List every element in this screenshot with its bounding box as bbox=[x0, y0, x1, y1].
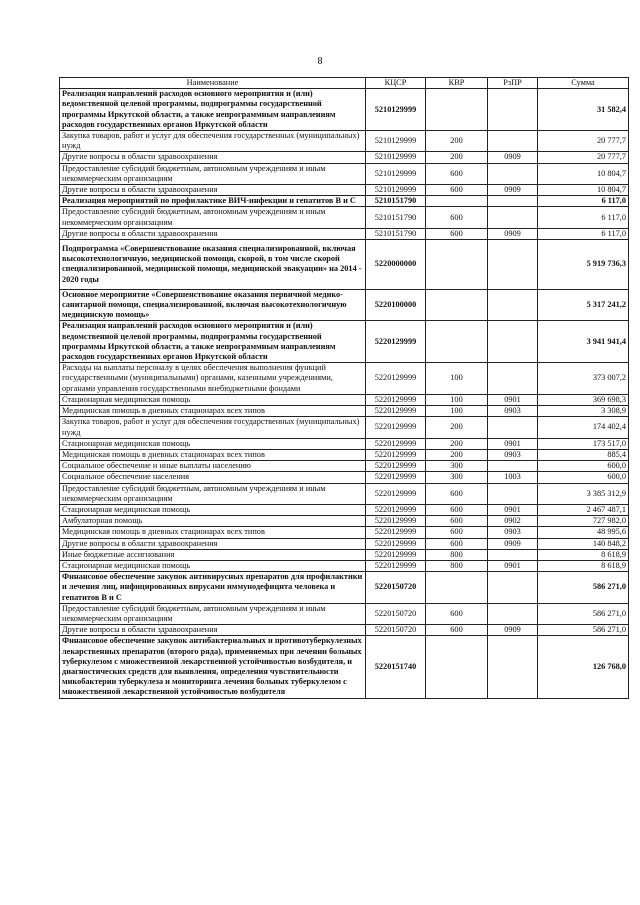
table-row bbox=[60, 185, 629, 196]
row-sum-cell: 369 698,3 bbox=[538, 394, 629, 405]
row-sum-cell: 8 618,9 bbox=[538, 560, 629, 571]
row-kvr-cell: 600 bbox=[426, 516, 488, 527]
row-code-cell: 5220129999 bbox=[366, 538, 426, 549]
table-row bbox=[60, 196, 629, 207]
row-name-cell: Предоставление субсидий бюджетным, автономным учреждениям и иным некоммерческим организациям bbox=[60, 163, 366, 184]
page-number: 8 bbox=[317, 56, 323, 67]
row-code-cell: 5220129999 bbox=[366, 483, 426, 504]
row-name-cell: Социальное обеспечение и иные выплаты населению bbox=[60, 461, 366, 472]
row-sum-cell: 3 941 941,4 bbox=[538, 321, 629, 363]
table-row bbox=[60, 321, 629, 363]
row-rzpr-cell bbox=[488, 461, 538, 472]
row-kvr-cell: 800 bbox=[426, 549, 488, 560]
row-name-cell: Амбулаторная помощь bbox=[60, 516, 366, 527]
row-name-cell: Предоставление субсидий бюджетным, автономным учреждениям и иным некоммерческим организациям bbox=[60, 483, 366, 504]
row-kvr-cell: 600 bbox=[426, 538, 488, 549]
row-sum-cell: 20 777,7 bbox=[538, 131, 629, 152]
table-row bbox=[60, 504, 629, 515]
table-row bbox=[60, 603, 629, 624]
row-sum-cell: 20 777,7 bbox=[538, 152, 629, 163]
row-rzpr-cell: 0909 bbox=[488, 185, 538, 196]
table-row bbox=[60, 89, 629, 131]
column-header-code: КЦСР bbox=[366, 78, 426, 89]
row-code-cell: 5220100000 bbox=[366, 289, 426, 321]
table-row bbox=[60, 516, 629, 527]
row-sum-cell: 3 385 312,9 bbox=[538, 483, 629, 504]
row-sum-cell: 885,4 bbox=[538, 449, 629, 460]
row-kvr-cell: 200 bbox=[426, 131, 488, 152]
row-rzpr-cell bbox=[488, 321, 538, 363]
row-code-cell: 5220151740 bbox=[366, 636, 426, 698]
row-sum-cell: 5 317 241,2 bbox=[538, 289, 629, 321]
table-row bbox=[60, 549, 629, 560]
row-sum-cell: 126 768,0 bbox=[538, 636, 629, 698]
table-row bbox=[60, 207, 629, 228]
row-sum-cell: 600,0 bbox=[538, 472, 629, 483]
row-name-cell: Социальное обеспечение населения bbox=[60, 472, 366, 483]
row-rzpr-cell: 0903 bbox=[488, 449, 538, 460]
table-row bbox=[60, 152, 629, 163]
row-name-cell: Другие вопросы в области здравоохранения bbox=[60, 185, 366, 196]
row-name-cell: Медицинская помощь в дневных стационарах всех типов bbox=[60, 449, 366, 460]
row-name-cell: Реализация направлений расходов основного мероприятия и (или) ведомственной целевой программы, подпрограммы государственной программы Иркутской области, а также непрограммным направлениям расходов государственных органов Иркутской области bbox=[60, 321, 366, 363]
row-name-cell: Другие вопросы в области здравоохранения bbox=[60, 538, 366, 549]
row-name-cell: Закупка товаров, работ и услуг для обеспечения государственных (муниципальных) нужд bbox=[60, 417, 366, 438]
row-kvr-cell: 100 bbox=[426, 406, 488, 417]
table-row bbox=[60, 406, 629, 417]
row-sum-cell: 727 982,0 bbox=[538, 516, 629, 527]
row-code-cell: 5220129999 bbox=[366, 516, 426, 527]
row-sum-cell: 174 402,4 bbox=[538, 417, 629, 438]
row-code-cell: 5220129999 bbox=[366, 394, 426, 405]
row-kvr-cell: 600 bbox=[426, 228, 488, 239]
row-code-cell: 5220129999 bbox=[366, 406, 426, 417]
row-sum-cell: 586 271,0 bbox=[538, 603, 629, 624]
row-sum-cell: 3 308,9 bbox=[538, 406, 629, 417]
row-code-cell: 5220129999 bbox=[366, 504, 426, 515]
row-rzpr-cell bbox=[488, 636, 538, 698]
row-sum-cell: 48 995,6 bbox=[538, 527, 629, 538]
row-rzpr-cell: 0902 bbox=[488, 516, 538, 527]
row-code-cell: 5210151790 bbox=[366, 207, 426, 228]
row-sum-cell: 173 517,0 bbox=[538, 438, 629, 449]
row-rzpr-cell bbox=[488, 603, 538, 624]
row-rzpr-cell bbox=[488, 549, 538, 560]
table-row bbox=[60, 363, 629, 395]
row-name-cell: Медицинская помощь в дневных стационарах всех типов bbox=[60, 527, 366, 538]
row-kvr-cell: 600 bbox=[426, 504, 488, 515]
row-kvr-cell bbox=[426, 240, 488, 290]
row-code-cell: 5220150720 bbox=[366, 603, 426, 624]
column-header-kvr: КВР bbox=[426, 78, 488, 89]
row-rzpr-cell: 0909 bbox=[488, 228, 538, 239]
row-kvr-cell bbox=[426, 196, 488, 207]
row-kvr-cell: 600 bbox=[426, 483, 488, 504]
row-rzpr-cell: 0901 bbox=[488, 394, 538, 405]
row-name-cell: Медицинская помощь в дневных стационарах всех типов bbox=[60, 406, 366, 417]
row-rzpr-cell bbox=[488, 89, 538, 131]
row-rzpr-cell: 0901 bbox=[488, 438, 538, 449]
row-sum-cell: 31 582,4 bbox=[538, 89, 629, 131]
row-sum-cell: 6 117,0 bbox=[538, 196, 629, 207]
row-code-cell: 5210151790 bbox=[366, 196, 426, 207]
row-name-cell: Основное мероприятие «Совершенствование оказания первичной медико-санитарной помощи, специализированной, включая высокотехнологичную медицинскую помощь» bbox=[60, 289, 366, 321]
table-row bbox=[60, 572, 629, 604]
row-kvr-cell: 600 bbox=[426, 163, 488, 184]
row-name-cell: Подпрограмма «Совершенствование оказания специализированной, включая высокотехнологичную, медицинской помощи, скорой, в том числе скорой специализированной, медицинской помощи, медицинской эвакуации» на 2014 - 2020 годы bbox=[60, 240, 366, 290]
row-code-cell: 5210129999 bbox=[366, 131, 426, 152]
row-sum-cell: 6 117,0 bbox=[538, 207, 629, 228]
row-name-cell: Стационарная медицинская помощь bbox=[60, 438, 366, 449]
table-row bbox=[60, 240, 629, 290]
row-rzpr-cell bbox=[488, 207, 538, 228]
table-row bbox=[60, 461, 629, 472]
row-code-cell: 5220129999 bbox=[366, 472, 426, 483]
row-kvr-cell bbox=[426, 321, 488, 363]
row-name-cell: Стационарная медицинская помощь bbox=[60, 504, 366, 515]
row-code-cell: 5220150720 bbox=[366, 572, 426, 604]
row-kvr-cell: 100 bbox=[426, 394, 488, 405]
table-header-row bbox=[60, 78, 629, 89]
row-code-cell: 5220129999 bbox=[366, 321, 426, 363]
row-rzpr-cell bbox=[488, 131, 538, 152]
row-kvr-cell bbox=[426, 572, 488, 604]
table-row bbox=[60, 636, 629, 698]
row-sum-cell: 10 804,7 bbox=[538, 185, 629, 196]
row-name-cell: Стационарная медицинская помощь bbox=[60, 560, 366, 571]
row-code-cell: 5220129999 bbox=[366, 549, 426, 560]
row-name-cell: Реализация мероприятий по профилактике ВИЧ-инфекции и гепатитов В и С bbox=[60, 196, 366, 207]
table-row bbox=[60, 417, 629, 438]
table-row bbox=[60, 131, 629, 152]
row-kvr-cell: 800 bbox=[426, 560, 488, 571]
row-code-cell: 5220000000 bbox=[366, 240, 426, 290]
row-sum-cell: 8 618,9 bbox=[538, 549, 629, 560]
row-kvr-cell: 300 bbox=[426, 472, 488, 483]
row-kvr-cell: 600 bbox=[426, 527, 488, 538]
row-kvr-cell bbox=[426, 289, 488, 321]
row-code-cell: 5220129999 bbox=[366, 560, 426, 571]
row-code-cell: 5220129999 bbox=[366, 438, 426, 449]
row-sum-cell: 600,0 bbox=[538, 461, 629, 472]
row-sum-cell: 10 804,7 bbox=[538, 163, 629, 184]
row-rzpr-cell bbox=[488, 196, 538, 207]
row-code-cell: 5220129999 bbox=[366, 417, 426, 438]
row-name-cell: Предоставление субсидий бюджетным, автономным учреждениям и иным некоммерческим организациям bbox=[60, 207, 366, 228]
row-code-cell: 5210151790 bbox=[366, 228, 426, 239]
table-row bbox=[60, 394, 629, 405]
row-kvr-cell: 600 bbox=[426, 603, 488, 624]
row-kvr-cell: 200 bbox=[426, 438, 488, 449]
row-rzpr-cell bbox=[488, 417, 538, 438]
table-row bbox=[60, 472, 629, 483]
row-rzpr-cell bbox=[488, 240, 538, 290]
row-code-cell: 5220129999 bbox=[366, 363, 426, 395]
table-row bbox=[60, 527, 629, 538]
row-code-cell: 5210129999 bbox=[366, 163, 426, 184]
row-name-cell: Расходы на выплаты персоналу в целях обеспечения выполнения функций государственными (муниципальными) органами, казенными учреждениями, органами управления государственными внебюджетными фондами bbox=[60, 363, 366, 395]
row-rzpr-cell bbox=[488, 363, 538, 395]
row-sum-cell: 373 007,2 bbox=[538, 363, 629, 395]
row-rzpr-cell: 0901 bbox=[488, 504, 538, 515]
row-code-cell: 5220129999 bbox=[366, 449, 426, 460]
row-sum-cell: 586 271,0 bbox=[538, 572, 629, 604]
row-rzpr-cell bbox=[488, 483, 538, 504]
row-kvr-cell bbox=[426, 89, 488, 131]
row-code-cell: 5220150720 bbox=[366, 625, 426, 636]
row-sum-cell: 586 271,0 bbox=[538, 625, 629, 636]
column-header-rzpr: РзПР bbox=[488, 78, 538, 89]
row-kvr-cell: 600 bbox=[426, 625, 488, 636]
row-kvr-cell: 200 bbox=[426, 152, 488, 163]
row-kvr-cell: 300 bbox=[426, 461, 488, 472]
table-row bbox=[60, 625, 629, 636]
row-kvr-cell: 200 bbox=[426, 449, 488, 460]
row-name-cell: Иные бюджетные ассигнования bbox=[60, 549, 366, 560]
row-rzpr-cell: 0903 bbox=[488, 527, 538, 538]
row-code-cell: 5220129999 bbox=[366, 527, 426, 538]
table-row bbox=[60, 538, 629, 549]
column-header-name: Наименование bbox=[60, 78, 366, 89]
row-kvr-cell: 100 bbox=[426, 363, 488, 395]
row-sum-cell: 5 919 736,3 bbox=[538, 240, 629, 290]
row-rzpr-cell: 1003 bbox=[488, 472, 538, 483]
table-row bbox=[60, 163, 629, 184]
row-name-cell: Реализация направлений расходов основного мероприятия и (или) ведомственной целевой программы, подпрограммы государственной программы Иркутской области, а также непрограммным направлениям расходов государственных органов Иркутской области bbox=[60, 89, 366, 131]
row-kvr-cell: 600 bbox=[426, 207, 488, 228]
table-row bbox=[60, 289, 629, 321]
row-kvr-cell: 200 bbox=[426, 417, 488, 438]
row-rzpr-cell bbox=[488, 572, 538, 604]
budget-table bbox=[59, 77, 629, 699]
row-kvr-cell: 600 bbox=[426, 185, 488, 196]
row-sum-cell: 2 467 487,1 bbox=[538, 504, 629, 515]
row-kvr-cell bbox=[426, 636, 488, 698]
row-rzpr-cell bbox=[488, 289, 538, 321]
row-code-cell: 5210129999 bbox=[366, 185, 426, 196]
row-name-cell: Стационарная медицинская помощь bbox=[60, 394, 366, 405]
row-name-cell: Предоставление субсидий бюджетным, автономным учреждениям и иным некоммерческим организациям bbox=[60, 603, 366, 624]
row-name-cell: Закупка товаров, работ и услуг для обеспечения государственных (муниципальных) нужд bbox=[60, 131, 366, 152]
row-code-cell: 5210129999 bbox=[366, 152, 426, 163]
table-row bbox=[60, 483, 629, 504]
table-row bbox=[60, 560, 629, 571]
row-name-cell: Финансовое обеспечение закупок антибактериальных и противотуберкулезных лекарственных препаратов (второго ряда), применяемых при лечении больных туберкулезом с множественной лекарственной устойчивостью возбудителя, и диагностических средств для выявления, определения чувствительности микобактерии туберкулеза и мониторинга лечения больных туберкулезом с множественной лекарственной устойчивостью возбудителя bbox=[60, 636, 366, 698]
row-code-cell: 5210129999 bbox=[366, 89, 426, 131]
row-rzpr-cell: 0901 bbox=[488, 560, 538, 571]
row-sum-cell: 140 848,2 bbox=[538, 538, 629, 549]
table-row bbox=[60, 228, 629, 239]
row-sum-cell: 6 117,0 bbox=[538, 228, 629, 239]
row-name-cell: Финансовое обеспечение закупок антивирусных препаратов для профилактики и лечения лиц, инфицированных вирусами иммунодефицита человека и гепатитов В и С bbox=[60, 572, 366, 604]
table-row bbox=[60, 438, 629, 449]
row-rzpr-cell: 0909 bbox=[488, 152, 538, 163]
row-name-cell: Другие вопросы в области здравоохранения bbox=[60, 152, 366, 163]
row-name-cell: Другие вопросы в области здравоохранения bbox=[60, 625, 366, 636]
table-row bbox=[60, 449, 629, 460]
row-name-cell: Другие вопросы в области здравоохранения bbox=[60, 228, 366, 239]
row-rzpr-cell: 0909 bbox=[488, 625, 538, 636]
row-rzpr-cell: 0903 bbox=[488, 406, 538, 417]
row-rzpr-cell: 0909 bbox=[488, 538, 538, 549]
row-rzpr-cell bbox=[488, 163, 538, 184]
row-code-cell: 5220129999 bbox=[366, 461, 426, 472]
column-header-sum: Сумма bbox=[538, 78, 629, 89]
